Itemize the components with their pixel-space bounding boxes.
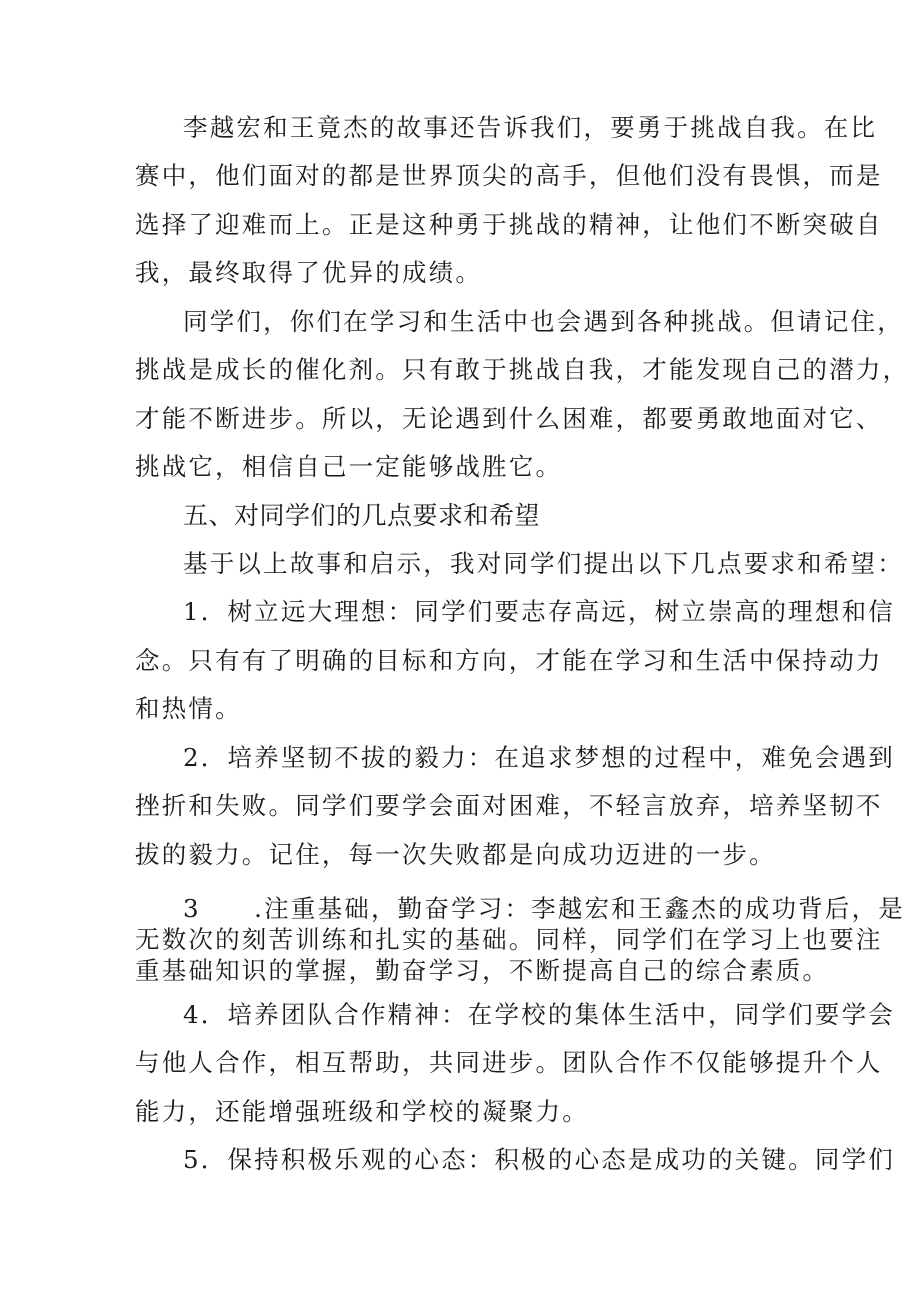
paragraph-line: 才能不断进步。所以，无论遇到什么困难，都要勇敢地面对它、: [135, 404, 883, 433]
paragraph-line: 同学们，你们在学习和生活中也会遇到各种挑战。但请记住，: [183, 307, 904, 336]
list-item-line: 3 .注重基础，勤奋学习：李越宏和王鑫杰的成功背后，是: [183, 894, 905, 923]
list-item-line: 挫折和失败。同学们要学会面对困难，不轻言放弃，培养坚韧不: [135, 791, 883, 820]
paragraph-line: 挑战是成长的催化剂。只有敢于挑战自我，才能发现自己的潜力，: [135, 355, 910, 384]
list-item-line: 1．树立远大理想：同学们要志存高远，树立崇高的理想和信: [183, 597, 895, 626]
list-item-line: 2．培养坚韧不拔的毅力：在追求梦想的过程中，难免会遇到: [183, 743, 895, 772]
paragraph-line: 选择了迎难而上。正是这种勇于挑战的精神，让他们不断突破自: [135, 210, 883, 239]
list-item-line: 5．保持积极乐观的心态：积极的心态是成功的关键。同学们: [183, 1145, 895, 1174]
list-item-line: 与他人合作，相互帮助，共同进步。团队合作不仅能够提升个人: [135, 1048, 883, 1077]
paragraph-line: 挑战它，相信自己一定能够战胜它。: [135, 452, 563, 481]
list-item-line: 和热情。: [135, 694, 242, 723]
paragraph-line: 李越宏和王竟杰的故事还告诉我们，要勇于挑战自我。在比: [183, 113, 878, 142]
list-item-line: 重基础知识的掌握，勤奋学习，不断提高自己的综合素质。: [135, 956, 830, 985]
list-item-line: 能力，还能增强班级和学校的凝聚力。: [135, 1097, 589, 1126]
list-item-line: 拔的毅力。记住，每一次失败都是向成功迈进的一步。: [135, 840, 776, 869]
intro-line: 基于以上故事和启示，我对同学们提出以下几点要求和希望：: [183, 549, 904, 578]
list-item-line: 无数次的刻苦训练和扎实的基础。同样，同学们在学习上也要注: [135, 925, 883, 954]
list-item-line: 念。只有有了明确的目标和方向，才能在学习和生活中保持动力: [135, 646, 883, 675]
paragraph-line: 赛中，他们面对的都是世界顶尖的高手，但他们没有畏惧，而是: [135, 161, 883, 190]
list-item-line: 4．培养团队合作精神：在学校的集体生活中，同学们要学会: [183, 1000, 895, 1029]
section-heading: 五、对同学们的几点要求和希望: [183, 501, 541, 530]
paragraph-line: 我，最终取得了优异的成绩。: [135, 258, 483, 287]
